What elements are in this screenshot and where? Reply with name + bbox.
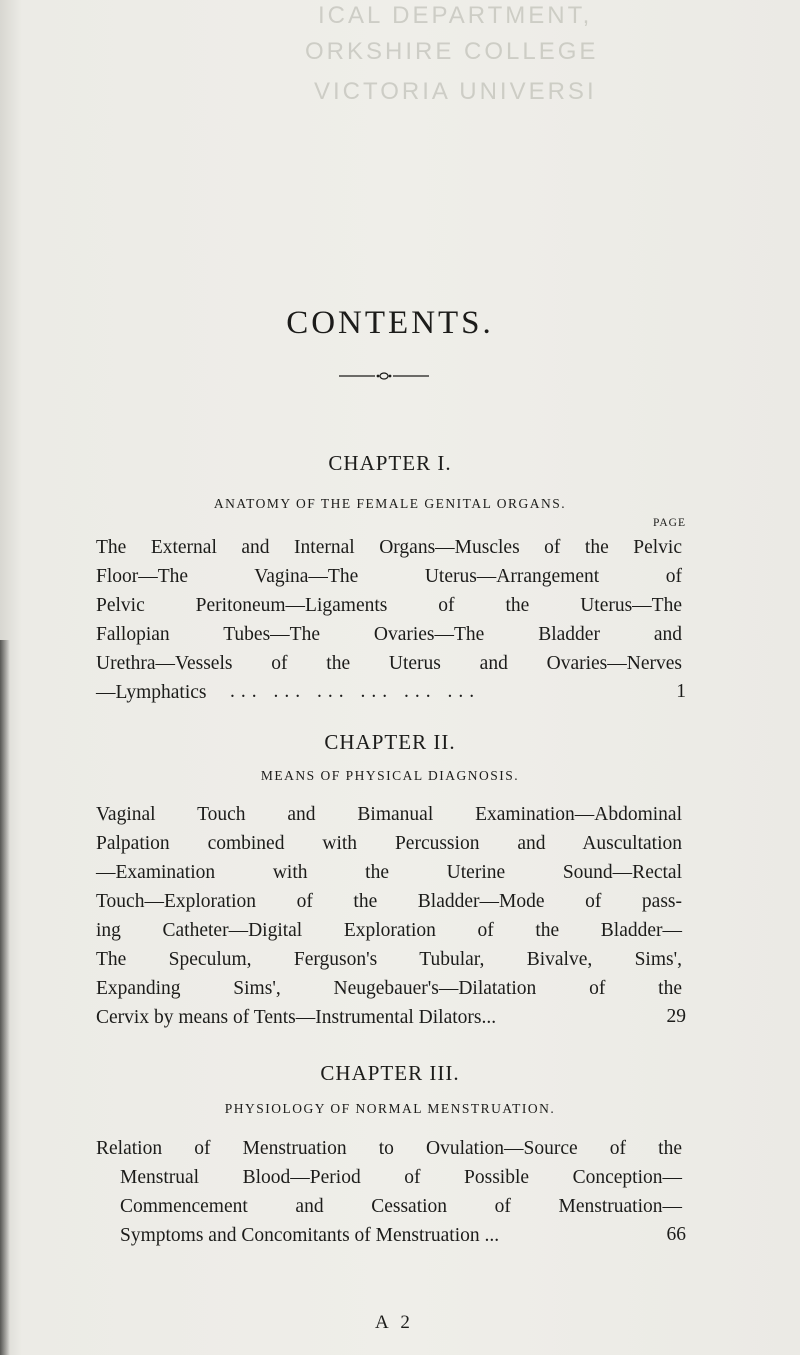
chapter-1-page-number: 1 bbox=[676, 681, 686, 702]
chapter-1-line: Urethra—Vessels of the Uterus and Ovaries—Nerves bbox=[96, 653, 682, 674]
chapter-2-line: Vaginal Touch and Bimanual Examination—Abdominal bbox=[96, 804, 682, 825]
chapter-3-line: Commencement and Cessation of Menstruation— bbox=[120, 1196, 682, 1217]
chapter-2-page-number: 29 bbox=[666, 1006, 686, 1027]
stamp-line-3: VICTORIA UNIVERSI bbox=[314, 78, 597, 105]
chapter-1-line: Pelvic Peritoneum—Ligaments of the Uterus—The bbox=[96, 595, 682, 616]
chapter-2-heading: CHAPTER II. bbox=[324, 730, 456, 754]
chapter-1-line: Floor—The Vagina—The Uterus—Arrangement of bbox=[96, 566, 682, 587]
ornament-rule-icon bbox=[339, 371, 429, 381]
chapter-2-line: Cervix by means of Tents—Instrumental Dilators... bbox=[96, 1007, 497, 1028]
chapter-1-subtitle: ANATOMY OF THE FEMALE GENITAL ORGANS. bbox=[213, 496, 567, 511]
chapter-2-line: —Examination with the Uterine Sound—Rectal bbox=[96, 862, 682, 883]
chapter-1-line: —Lymphatics bbox=[96, 682, 207, 703]
page-title: CONTENTS. bbox=[286, 305, 494, 341]
chapter-3-line: Symptoms and Concomitants of Menstruation ... bbox=[120, 1225, 500, 1246]
chapter-3-line: Relation of Menstruation to Ovulation—Source of the bbox=[96, 1138, 682, 1159]
signature-mark: A 2 bbox=[375, 1312, 414, 1333]
chapter-3-subtitle: PHYSIOLOGY OF NORMAL MENSTRUATION. bbox=[224, 1101, 556, 1116]
chapter-2-line: ing Catheter—Digital Exploration of the Bladder— bbox=[96, 920, 682, 941]
chapter-2-line: Expanding Sims', Neugebauer's—Dilatation of the bbox=[96, 978, 682, 999]
chapter-1-line: The External and Internal Organs—Muscles of the Pelvic bbox=[96, 537, 682, 558]
dot-leaders: ... ... ... ... ... ... bbox=[230, 681, 481, 702]
chapter-1-heading: CHAPTER I. bbox=[328, 451, 452, 475]
chapter-2-line: Touch—Exploration of the Bladder—Mode of pass- bbox=[96, 891, 682, 912]
stamp-line-2: ORKSHIRE COLLEGE bbox=[305, 38, 599, 65]
page-column-header: PAGE bbox=[653, 517, 686, 529]
chapter-2-subtitle: MEANS OF PHYSICAL DIAGNOSIS. bbox=[260, 768, 520, 783]
chapter-2-line: The Speculum, Ferguson's Tubular, Bivalve, Sims', bbox=[96, 949, 682, 970]
chapter-3-heading: CHAPTER III. bbox=[320, 1061, 460, 1085]
chapter-2-line: Palpation combined with Percussion and Auscultation bbox=[96, 833, 682, 854]
chapter-3-page-number: 66 bbox=[666, 1224, 686, 1245]
chapter-1-line: Fallopian Tubes—The Ovaries—The Bladder and bbox=[96, 624, 682, 645]
chapter-3-line: Menstrual Blood—Period of Possible Conception— bbox=[120, 1167, 682, 1188]
stamp-line-1: ICAL DEPARTMENT, bbox=[318, 2, 593, 29]
